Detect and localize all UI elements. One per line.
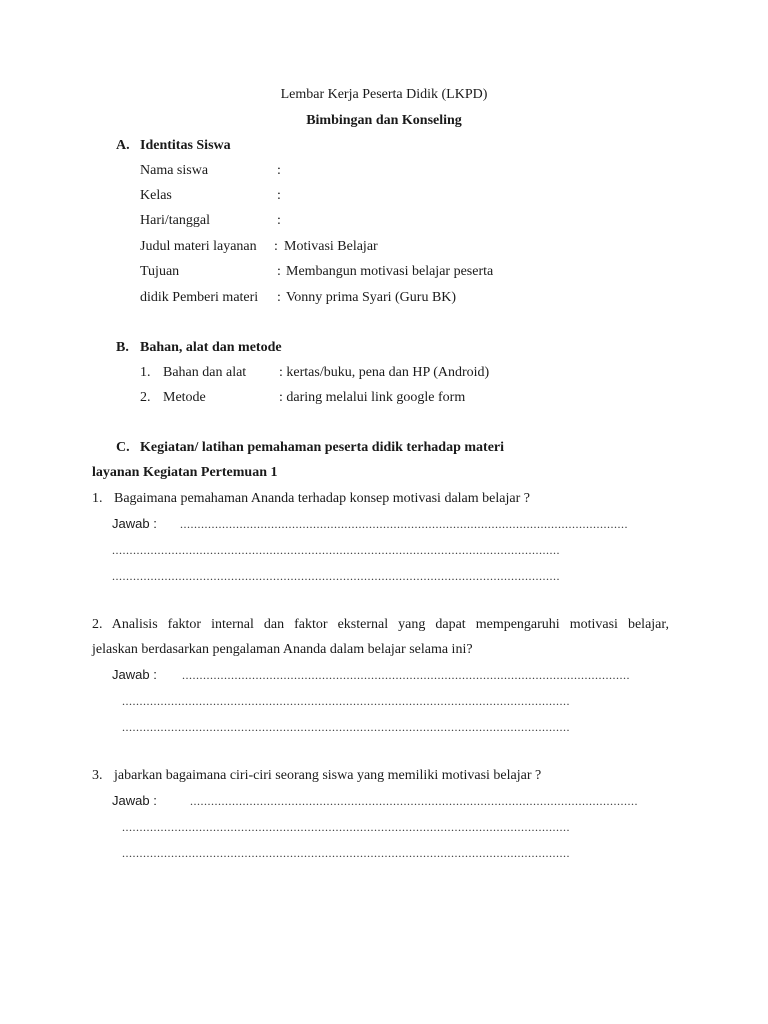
field-label: Judul materi layanan <box>140 239 257 254</box>
item-number: 2. <box>140 390 151 405</box>
section-b-heading: Bahan, alat dan metode <box>140 340 282 355</box>
field-colon: : <box>277 188 281 203</box>
answer-line[interactable]: ................................................................................................................................ <box>122 846 570 860</box>
field-colon: : <box>277 163 281 178</box>
item-number: 1. <box>140 365 151 380</box>
document-title: Lembar Kerja Peserta Didik (LKPD) <box>280 87 488 102</box>
answer-line[interactable]: ................................................................................................................................ <box>122 720 570 734</box>
field-value: Membangun motivasi belajar peserta <box>286 264 494 279</box>
question-number: 3. <box>92 768 103 783</box>
answer-label: Jawab : <box>112 516 157 531</box>
field-label: didik Pemberi materi <box>140 290 259 305</box>
answer-line[interactable]: ................................................................................................................................ <box>112 543 560 557</box>
field-label: Tujuan <box>140 264 180 279</box>
field-value: Motivasi Belajar <box>284 239 378 254</box>
answer-label: Jawab : <box>112 793 157 808</box>
item-label: Metode <box>163 390 206 405</box>
question-number: 1. <box>92 491 103 506</box>
question-text-continued: jelaskan berdasarkan pengalaman Ananda dalam belajar selama ini? <box>92 642 473 657</box>
answer-line[interactable]: ................................................................................................................................ <box>190 794 638 808</box>
field-label: Nama siswa <box>140 163 209 178</box>
field-colon: : <box>277 213 281 228</box>
answer-line[interactable]: ................................................................................................................................ <box>182 668 630 682</box>
section-b-marker: B. <box>116 340 129 355</box>
question-text: Bagaimana pemahaman Ananda terhadap konsep motivasi dalam belajar ? <box>114 491 530 506</box>
field-label: Kelas <box>140 188 172 203</box>
item-value: : daring melalui link google form <box>279 390 466 405</box>
answer-line[interactable]: ................................................................................................................................ <box>122 820 570 834</box>
section-c-heading: Kegiatan/ latihan pemahaman peserta didik terhadap materi <box>140 440 505 455</box>
field-colon: : <box>274 239 278 254</box>
field-colon: : <box>277 290 281 305</box>
item-value: : kertas/buku, pena dan HP (Android) <box>279 365 490 380</box>
section-c-heading-continued: layanan Kegiatan Pertemuan 1 <box>92 465 278 480</box>
section-a-marker: A. <box>116 138 130 153</box>
section-a-heading: Identitas Siswa <box>140 138 231 153</box>
answer-line[interactable]: ................................................................................................................................ <box>112 569 560 583</box>
answer-line[interactable]: ................................................................................................................................ <box>122 694 570 708</box>
answer-label: Jawab : <box>112 667 157 682</box>
item-label: Bahan dan alat <box>163 365 247 380</box>
answer-line[interactable]: ................................................................................................................................ <box>180 517 628 531</box>
field-label: Hari/tanggal <box>140 213 210 228</box>
field-value: Vonny prima Syari (Guru BK) <box>286 290 457 305</box>
question-text: jabarkan bagaimana ciri-ciri seorang siswa yang memiliki motivasi belajar ? <box>114 768 542 783</box>
question-text: 2. Analisis faktor internal dan faktor eksternal yang dapat mempengaruhi motivasi belajar, <box>92 617 669 632</box>
section-c-marker: C. <box>116 440 130 455</box>
field-colon: : <box>277 264 281 279</box>
document-subtitle: Bimbingan dan Konseling <box>306 113 462 128</box>
